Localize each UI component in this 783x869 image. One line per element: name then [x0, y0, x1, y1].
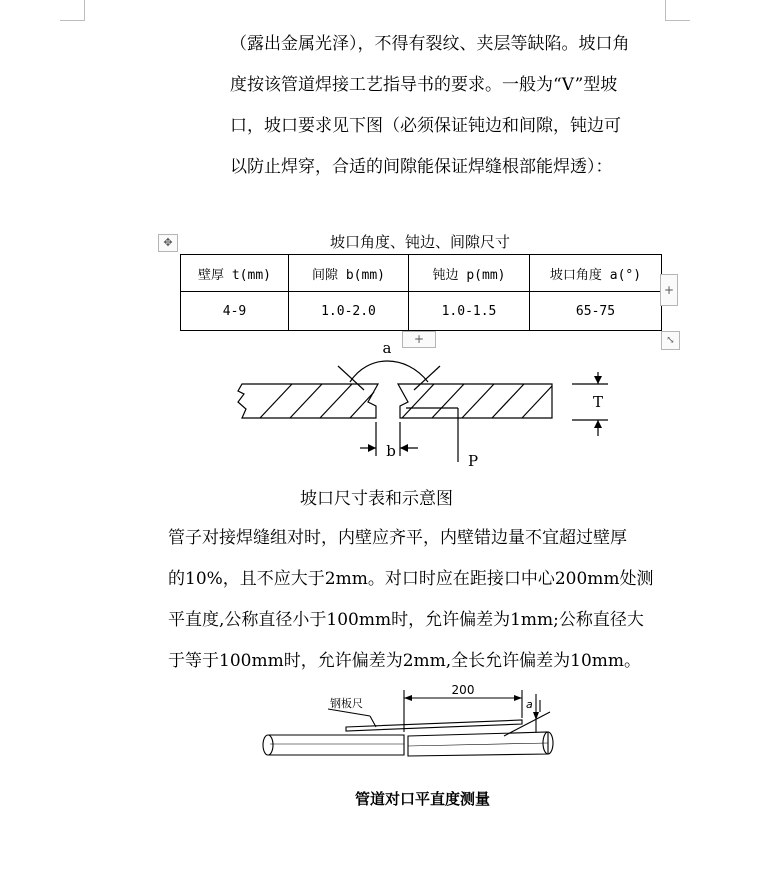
text-line: 以防止焊穿，合适的间隙能保证焊缝根部能焊透）： [230, 157, 613, 177]
groove-spec-table [180, 254, 662, 331]
header-wall-thickness[interactable]: 壁厚 t(mm) [181, 255, 289, 292]
paragraph-groove-requirements [230, 24, 670, 188]
table-row [181, 292, 662, 331]
text-line: 度按该管道焊接工艺指导书的要求。一般为“V”型坡 [230, 75, 618, 95]
label-thickness: T [592, 393, 604, 411]
cell-groove-angle[interactable]: 65-75 [530, 292, 662, 331]
label-distance: 200 [451, 683, 475, 697]
text-line: 管子对接焊缝组对时，内壁应齐平，内壁错边量不宜超过壁厚 [168, 528, 627, 548]
page-corner-mark-left [60, 0, 85, 21]
text-line: （露出金属光泽），不得有裂纹、夹层等缺陷。坡口角 [230, 34, 630, 54]
label-gap: b [386, 442, 396, 460]
table-title: 坡口角度、钝边、间隙尺寸 [329, 233, 510, 251]
text-line: 平直度,公称直径小于100mm时，允许偏差为1mm;公称直径大 [168, 610, 644, 630]
paragraph-alignment-requirements [168, 518, 678, 682]
header-root-face[interactable]: 钝边 p(mm) [409, 255, 530, 292]
table-move-handle-icon[interactable]: ✥ [158, 234, 178, 252]
page-corner-mark-right [665, 0, 690, 21]
pipe-straightness-diagram [258, 680, 558, 775]
cell-wall-thickness[interactable]: 4-9 [181, 292, 289, 331]
header-groove-angle[interactable]: 坡口角度 a(°) [530, 255, 662, 292]
text-line: 于等于100mm时，允许偏差为2mm,全长允许偏差为10mm。 [168, 651, 642, 671]
cell-root-face[interactable]: 1.0-1.5 [409, 292, 530, 331]
label-deviation: a [526, 698, 533, 711]
table-resize-handle-icon[interactable]: ⤡ [661, 331, 680, 350]
table-add-column-button[interactable]: + [660, 274, 678, 306]
header-gap[interactable]: 间隙 b(mm) [289, 255, 409, 292]
text-line: 口，坡口要求见下图（必须保证钝边和间隙，钝边可 [230, 116, 621, 136]
cell-gap[interactable]: 1.0-2.0 [289, 292, 409, 331]
groove-diagram [230, 336, 650, 476]
label-steel-ruler: 钢板尺 [330, 697, 363, 710]
table-header-row [181, 255, 662, 292]
figure-caption-groove: 坡口尺寸表和示意图 [300, 489, 453, 509]
label-groove-angle: a [382, 339, 392, 357]
label-root-face: P [468, 452, 479, 470]
table-add-row-button[interactable]: + [402, 331, 436, 348]
text-line: 的10%，且不应大于2mm。对口时应在距接口中心200mm处测 [168, 569, 654, 589]
figure-caption-pipe: 管道对口平直度测量 [355, 790, 491, 808]
